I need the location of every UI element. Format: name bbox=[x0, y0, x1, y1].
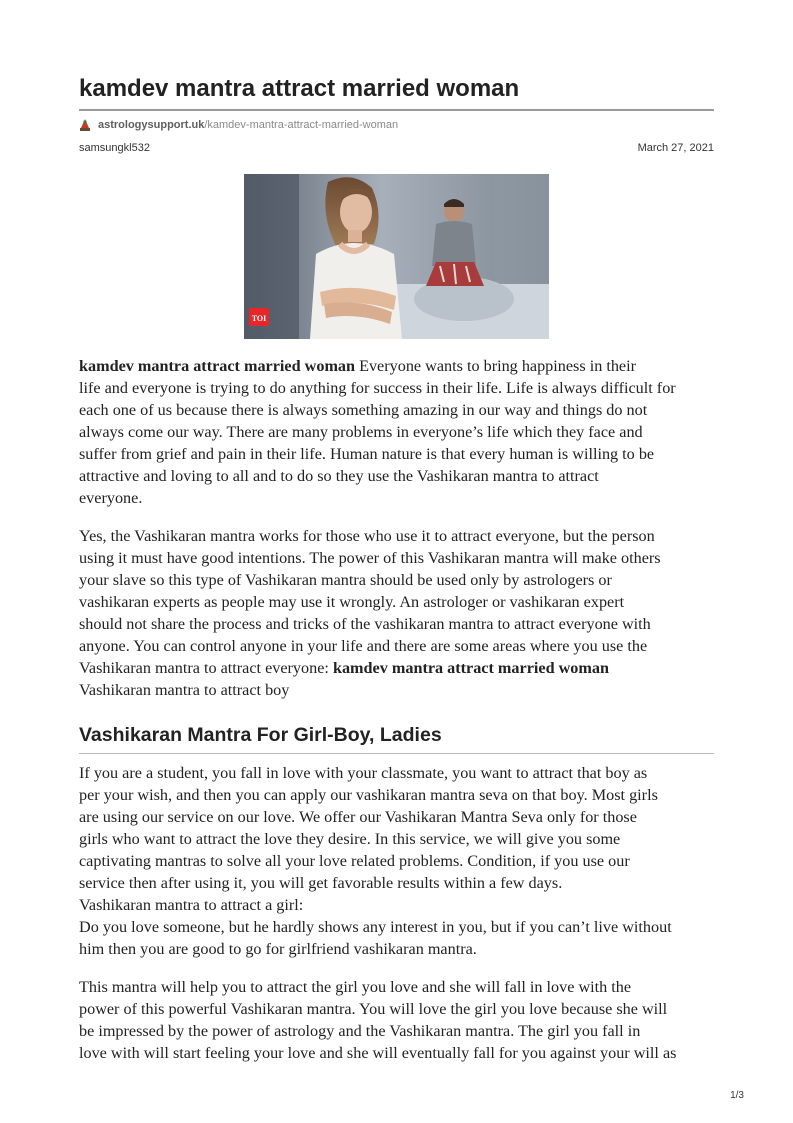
text-line: attractive and loving to all and to do so they use the Vashikaran mantra to attract bbox=[79, 467, 599, 485]
text-line: power of this powerful Vashikaran mantra. You will love the girl you love because she will bbox=[79, 1000, 668, 1018]
text-line: life and everyone is trying to do anything for success in their life. Life is always difficult for bbox=[79, 379, 676, 397]
article-image bbox=[244, 174, 549, 339]
section-heading: Vashikaran Mantra For Girl-Boy, Ladies bbox=[79, 724, 442, 746]
text-line: vashikaran experts as people may use it wrongly. An astrologer or vashikaran expert bbox=[79, 593, 625, 611]
text-line: always come our way. There are many problems in everyone’s life which they face and bbox=[79, 423, 643, 441]
text-line: anyone. You can control anyone in your life and there are some areas where you use the bbox=[79, 637, 648, 655]
text-line: per your wish, and then you can apply our vashikaran mantra seva on that boy. Most girls bbox=[79, 786, 658, 804]
couple-photo bbox=[244, 174, 549, 339]
publish-date: March 27, 2021 bbox=[637, 142, 714, 154]
source-link[interactable] bbox=[79, 117, 398, 133]
text-line: service then after using it, you will get favorable results within a few days. bbox=[79, 874, 563, 892]
text-line: captivating mantras to solve all your love related problems. Condition, if you use our bbox=[79, 852, 630, 870]
text-span: Everyone wants to bring happiness in their bbox=[355, 357, 637, 375]
title-divider bbox=[79, 109, 714, 111]
text-line: should not share the process and tricks of the vashikaran mantra to attract everyone with bbox=[79, 615, 651, 633]
site-favicon-icon bbox=[79, 118, 91, 132]
keyword-bold: kamdev mantra attract married woman bbox=[79, 357, 356, 375]
paragraph-girl-boy bbox=[79, 762, 716, 960]
text-line bbox=[79, 657, 716, 679]
text-span: Vashikaran mantra to attract everyone: bbox=[79, 659, 333, 677]
article-meta bbox=[79, 142, 714, 158]
paragraph-mantra-help bbox=[79, 976, 716, 1064]
text-line: Vashikaran mantra to attract a girl: bbox=[79, 896, 304, 914]
source-host[interactable]: astrologysupport.uk bbox=[98, 119, 205, 131]
keyword-bold: kamdev mantra attract married woman bbox=[332, 659, 609, 677]
text-line: be impressed by the power of astrology and the Vashikaran mantra. The girl you fall in bbox=[79, 1022, 641, 1040]
paragraph-usage bbox=[79, 525, 716, 701]
text-line: using it must have good intentions. The power of this Vashikaran mantra will make others bbox=[79, 549, 661, 567]
text-line: suffer from grief and pain in their life. Human nature is that every human is willing to be bbox=[79, 445, 655, 463]
text-line: Yes, the Vashikaran mantra works for those who use it to attract everyone, but the person bbox=[79, 527, 655, 545]
text-line bbox=[79, 355, 716, 377]
text-line: love with will start feeling your love and she will eventually fall for you against your will as bbox=[79, 1044, 677, 1062]
heading-divider bbox=[79, 753, 714, 754]
text-line: everyone. bbox=[79, 489, 143, 507]
text-line: are using our service on our love. We offer our Vashikaran Mantra Seva only for those bbox=[79, 808, 637, 826]
page-title: kamdev mantra attract married woman bbox=[79, 75, 520, 102]
paragraph-intro bbox=[79, 355, 716, 509]
text-line: Vashikaran mantra to attract boy bbox=[79, 681, 290, 699]
text-line: your slave so this type of Vashikaran mantra should be used only by astrologers or bbox=[79, 571, 612, 589]
author-name: samsungkl532 bbox=[79, 142, 150, 154]
text-line: Do you love someone, but he hardly shows any interest in you, but if you can’t live without bbox=[79, 918, 672, 936]
text-line: This mantra will help you to attract the girl you love and she will fall in love with the bbox=[79, 978, 632, 996]
text-line: girls who want to attract the love they desire. In this service, we will give you some bbox=[79, 830, 621, 848]
text-line: him then you are good to go for girlfriend vashikaran mantra. bbox=[79, 940, 477, 958]
toi-badge-text: TOI bbox=[251, 314, 267, 323]
text-line: each one of us because there is always something amazing in our way and things do not bbox=[79, 401, 648, 419]
page-number: 1/3 bbox=[730, 1090, 744, 1101]
source-path[interactable]: /kamdev-mantra-attract-married-woman bbox=[204, 119, 399, 131]
text-line: If you are a student, you fall in love with your classmate, you want to attract that boy as bbox=[79, 764, 648, 782]
